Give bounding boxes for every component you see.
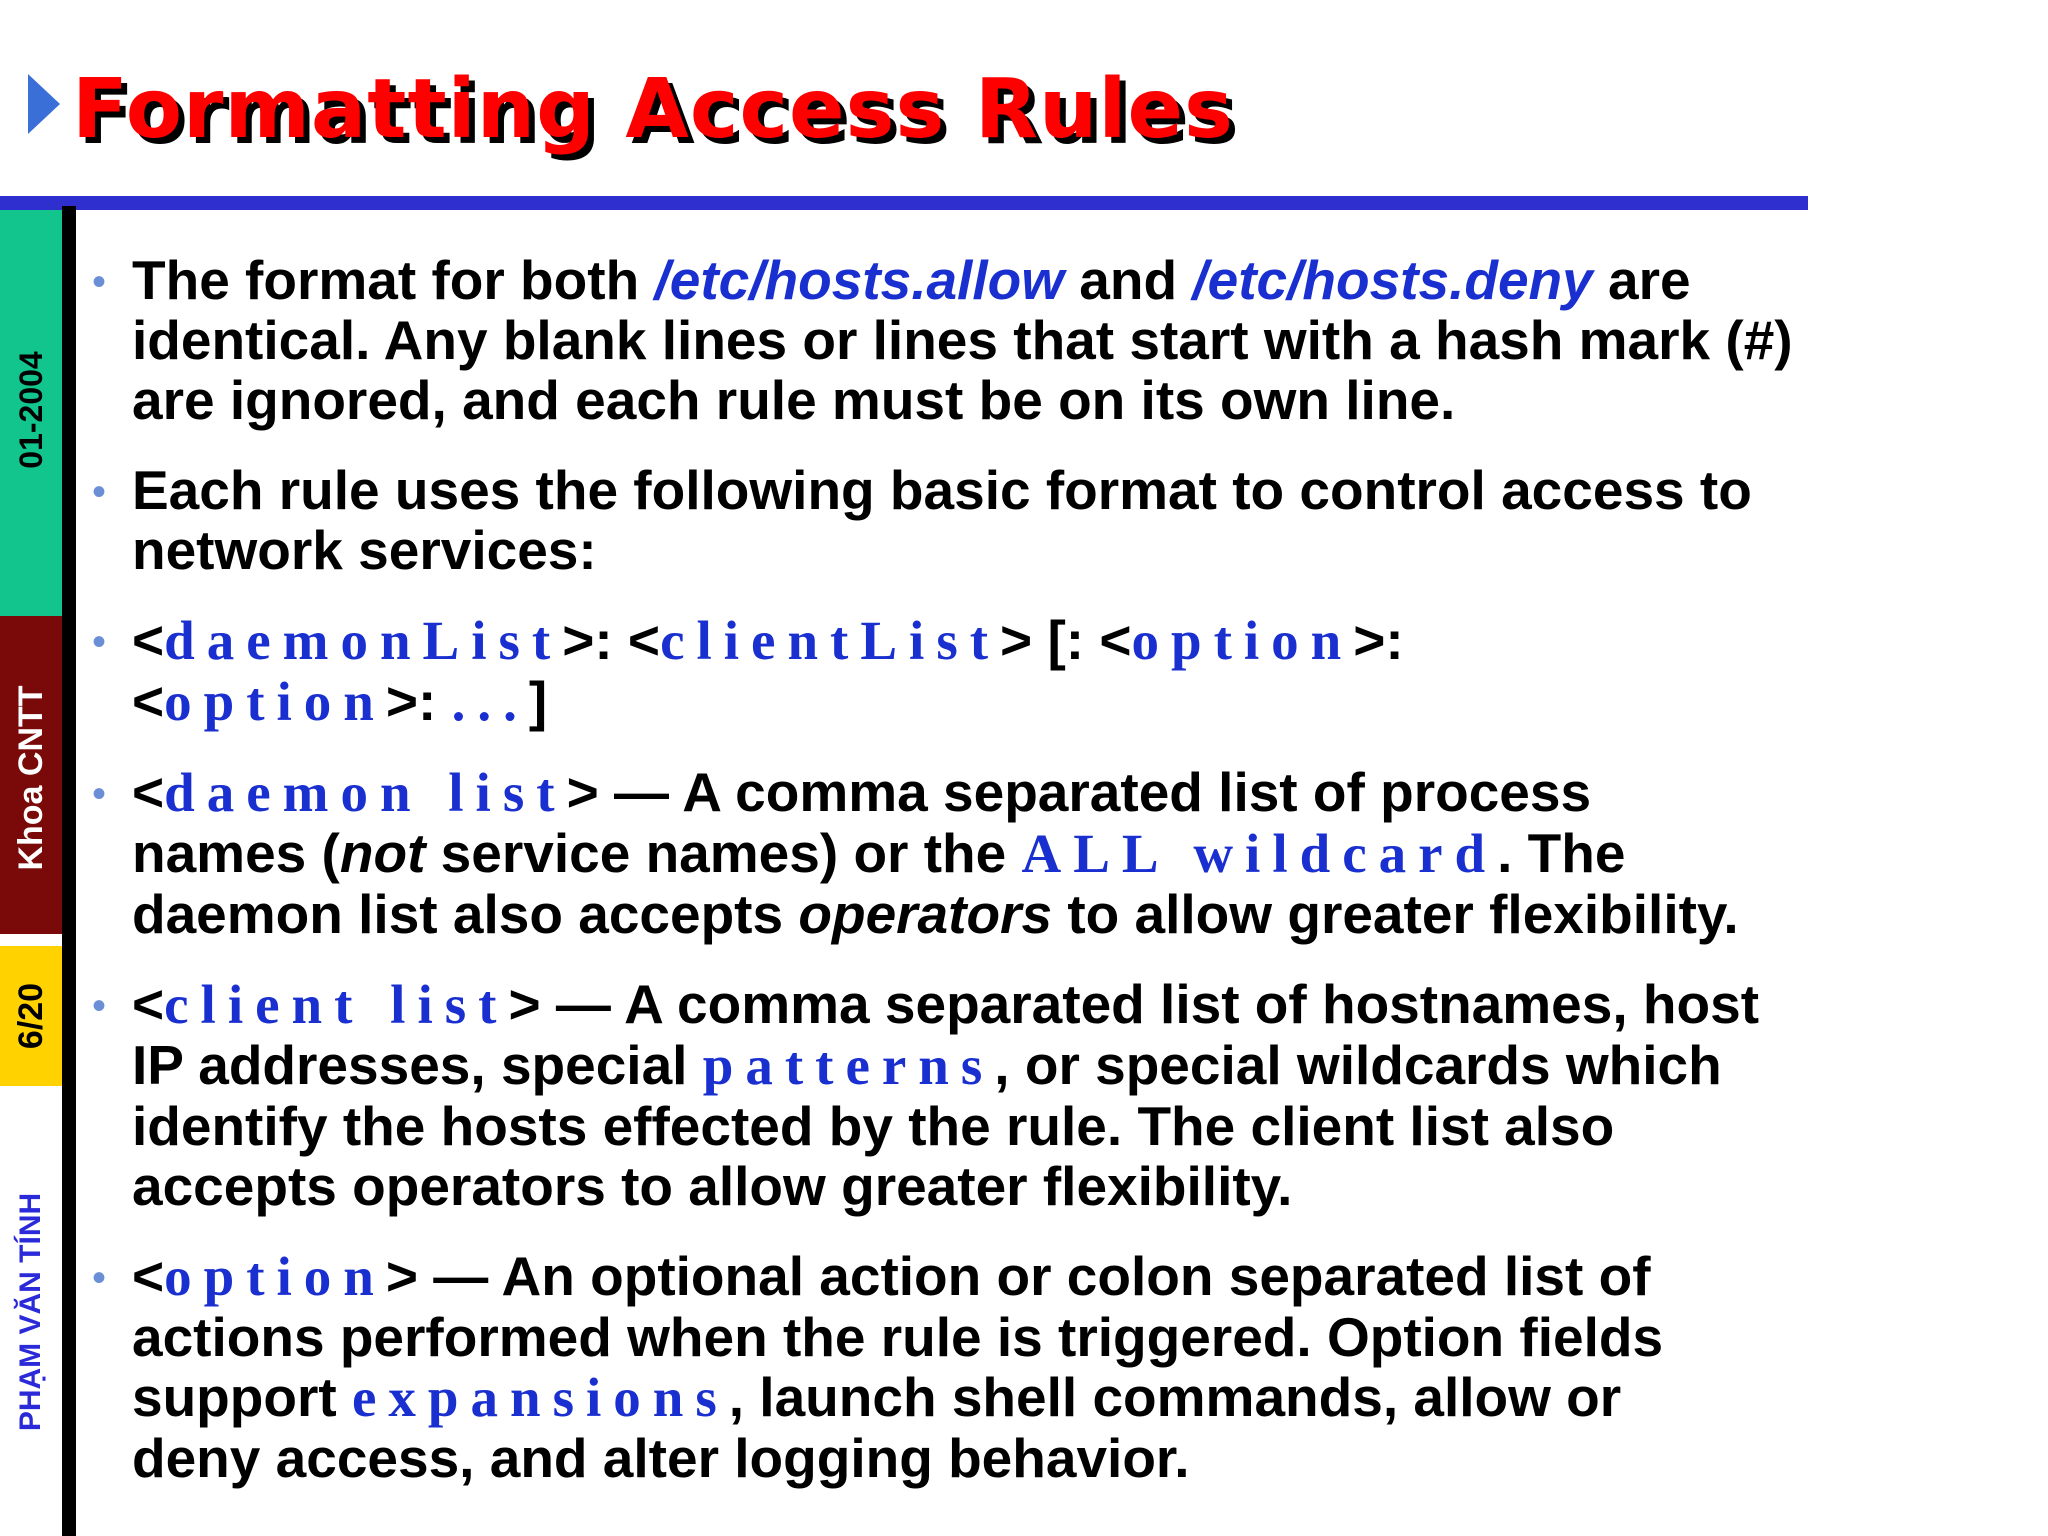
text-run: identify the hosts effected by the rule. The client list also xyxy=(132,1095,1615,1157)
term-highlight: ... xyxy=(451,671,529,732)
file-path: /etc/hosts.deny xyxy=(1192,249,1593,311)
bullet-line xyxy=(132,250,2040,310)
bullet-line xyxy=(132,460,2040,520)
bullet-dot-icon: • xyxy=(92,984,107,1028)
term-highlight: daemonList xyxy=(164,610,563,671)
bullet-item xyxy=(90,974,2040,1216)
text-run: >: xyxy=(385,670,452,732)
text-run: . The xyxy=(1497,822,1626,884)
bullet-line xyxy=(132,1156,2040,1216)
text-run: deny access, and alter logging behavior. xyxy=(132,1427,1190,1489)
text-run: >: < xyxy=(562,609,661,671)
text-run: are xyxy=(1592,249,1691,311)
text-run: accepts operators to allow greater flexibility. xyxy=(132,1155,1293,1217)
term-highlight: patterns xyxy=(702,1035,995,1096)
bullet-dot-icon: • xyxy=(92,772,107,816)
bullet-dot-icon: • xyxy=(92,620,107,664)
text-run: IP addresses, special xyxy=(132,1034,703,1096)
text-run: ] xyxy=(528,670,548,732)
text-run: service names) or the xyxy=(425,822,1022,884)
term-highlight: option xyxy=(1131,610,1354,671)
bullet-item xyxy=(90,610,2040,732)
bullet-line xyxy=(132,520,2040,580)
term-highlight: option xyxy=(164,671,386,732)
term-highlight: daemon list xyxy=(164,762,567,823)
bullet-item xyxy=(90,1246,2040,1488)
bullet-item xyxy=(90,460,2040,580)
bullet-text xyxy=(132,610,2040,732)
sidebar-date: 01-2004 xyxy=(13,351,49,469)
sidebar-author: PHẠM VĂN TÍNH xyxy=(14,1192,47,1432)
title-arrow-icon xyxy=(28,74,60,134)
text-run: < xyxy=(132,973,165,1035)
bullet-line xyxy=(132,310,2040,370)
text-run: < xyxy=(132,609,165,671)
bullet-item xyxy=(90,250,2040,430)
text-run: < xyxy=(132,761,165,823)
bullet-line xyxy=(132,1035,2040,1096)
bullet-text xyxy=(132,1246,2040,1488)
term-highlight: client list xyxy=(164,974,509,1035)
term-highlight: expansions xyxy=(351,1367,729,1428)
text-run: not xyxy=(339,822,426,884)
bullet-line xyxy=(132,1246,2040,1307)
text-run: > — An optional action or colon separated list of xyxy=(385,1245,1651,1307)
text-run: The format for both xyxy=(132,249,655,311)
bullet-line xyxy=(132,1096,2040,1156)
title-divider xyxy=(0,196,1808,210)
text-run: > — A comma separated list of process xyxy=(566,761,1592,823)
bullet-text xyxy=(132,762,2040,944)
text-run: >: xyxy=(1353,609,1404,671)
bullet-line xyxy=(132,671,2040,732)
text-run: < xyxy=(132,670,165,732)
text-run: are ignored, and each rule must be on its own line. xyxy=(132,369,1456,431)
term-highlight: option xyxy=(164,1246,386,1307)
text-run: network services: xyxy=(132,519,597,581)
bullet-line xyxy=(132,1307,2040,1367)
bullet-text xyxy=(132,250,2040,430)
text-run: actions performed when the rule is triggered. Option fields xyxy=(132,1306,1664,1368)
text-run: , or special wildcards which xyxy=(994,1034,1722,1096)
sidebar-department: Khoa CNTT xyxy=(12,685,50,871)
text-run: identical. Any blank lines or lines that start with a hash mark (#) xyxy=(132,309,1793,371)
bullet-line xyxy=(132,370,2040,430)
bullet-line xyxy=(132,1428,2040,1488)
bullet-line xyxy=(132,1367,2040,1428)
text-run: Each rule uses the following basic format to control access to xyxy=(132,459,1752,521)
bullet-text xyxy=(132,460,2040,580)
text-run: > [: < xyxy=(1000,609,1132,671)
term-highlight: clientList xyxy=(660,610,1001,671)
text-run: daemon list also accepts xyxy=(132,883,799,945)
bullet-line xyxy=(132,762,2040,823)
sidebar-page-number: 6/20 xyxy=(12,982,50,1050)
bullet-line xyxy=(132,610,2040,671)
term-highlight: ALL wildcard xyxy=(1021,823,1498,884)
slide-title: Formatting Access Rules xyxy=(72,62,1234,157)
text-run: support xyxy=(132,1366,352,1428)
text-run: < xyxy=(132,1245,165,1307)
bullet-dot-icon: • xyxy=(92,1256,107,1300)
text-run: and xyxy=(1064,249,1193,311)
bullet-dot-icon: • xyxy=(92,260,107,304)
bullet-line xyxy=(132,974,2040,1035)
bullet-item xyxy=(90,762,2040,944)
bullet-line xyxy=(132,823,2040,884)
sidebar-divider xyxy=(62,206,76,1536)
text-run: to allow greater flexibility. xyxy=(1052,883,1739,945)
bullet-list xyxy=(90,250,2040,1518)
text-run: > — A comma separated list of hostnames, host xyxy=(508,973,1760,1035)
text-run: names ( xyxy=(132,822,340,884)
text-run: operators xyxy=(798,883,1053,945)
bullet-dot-icon: • xyxy=(92,470,107,514)
file-path: /etc/hosts.allow xyxy=(654,249,1064,311)
bullet-text xyxy=(132,974,2040,1216)
text-run: , launch shell commands, allow or xyxy=(728,1366,1622,1428)
bullet-line xyxy=(132,884,2040,944)
